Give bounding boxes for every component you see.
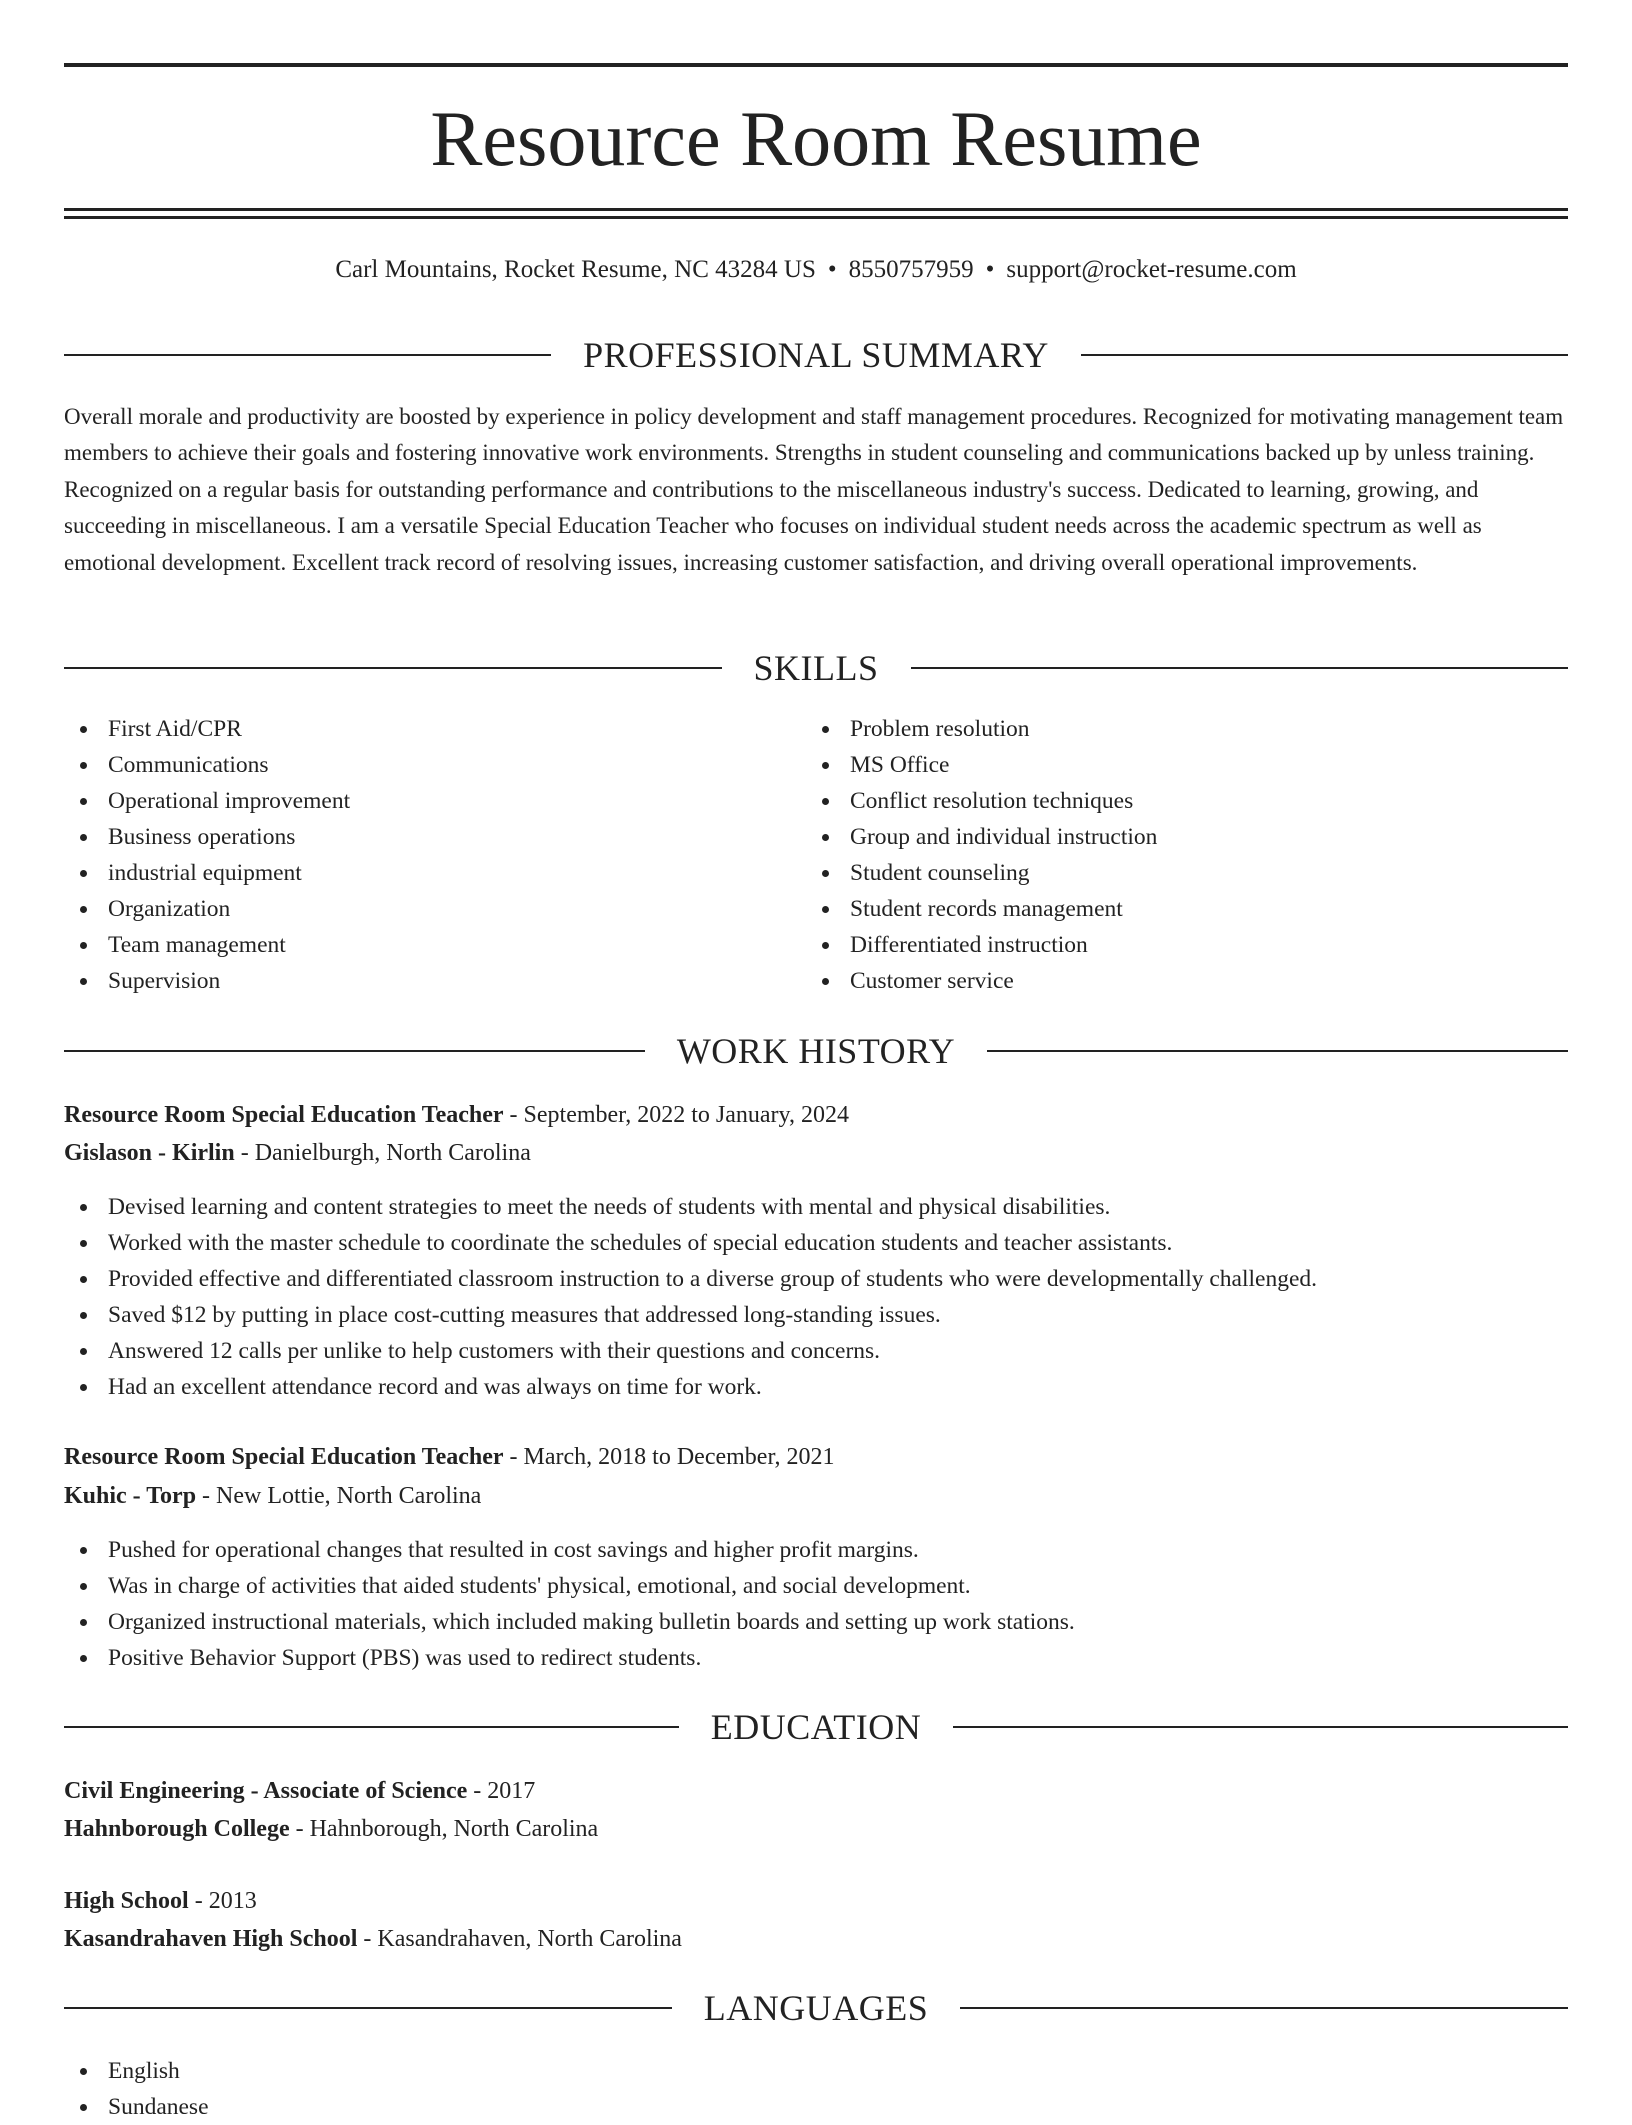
job-duty-item: Devised learning and content strategies to meet the needs of students with mental and physical disabilities. <box>64 1189 1568 1225</box>
education-school: Kasandrahaven High School <box>64 1926 358 1952</box>
skills-heading-label: SKILLS <box>753 648 879 688</box>
job-duty-item: Answered 12 calls per unlike to help customers with their questions and concerns. <box>64 1333 1568 1369</box>
job-location: - Danielburgh, North Carolina <box>234 1140 531 1166</box>
job-duty-item: Had an excellent attendance record and was always on time for work. <box>64 1369 1568 1405</box>
skill-item: Customer service <box>806 963 1548 999</box>
heading-rule <box>64 1050 645 1052</box>
skills-column-left <box>64 711 806 999</box>
education-year: - 2013 <box>188 1888 257 1914</box>
skill-item: First Aid/CPR <box>64 711 806 747</box>
education-location: - Kasandrahaven, North Carolina <box>357 1926 682 1952</box>
job-title-line <box>64 1097 1568 1133</box>
resume-title: Resource Room Resume <box>430 95 1202 182</box>
contact-separator: • <box>985 256 995 283</box>
job-duty-item: Positive Behavior Support (PBS) was used to redirect students. <box>64 1640 1568 1676</box>
heading-rule <box>987 1050 1568 1052</box>
education-heading-label: EDUCATION <box>710 1707 922 1747</box>
contact-address: Carl Mountains, Rocket Resume, NC 43284 US <box>335 256 816 283</box>
languages-block <box>64 2053 1568 2125</box>
skill-item: Supervision <box>64 963 806 999</box>
contact-line <box>64 253 1568 287</box>
skill-item: Student records management <box>806 891 1548 927</box>
heading-rule <box>64 667 722 669</box>
job-duty-item: Worked with the master schedule to coordinate the schedules of special education students and teacher assistants. <box>64 1225 1568 1261</box>
heading-rule <box>960 2007 1568 2009</box>
job-company: Kuhic - Torp <box>64 1483 197 1509</box>
job-duties <box>64 1532 1568 1676</box>
summary-heading <box>64 333 1568 377</box>
skill-item: Team management <box>64 927 806 963</box>
skills-list-right <box>806 711 1548 999</box>
skill-item: industrial equipment <box>64 855 806 891</box>
title-rule-upper <box>64 208 1568 211</box>
language-item: Sundanese <box>64 2089 1568 2125</box>
education-degree: High School <box>64 1888 189 1914</box>
education-school-line <box>64 1921 1568 1957</box>
job-duty-item: Provided effective and differentiated classroom instruction to a diverse group of students who were developmentally challenged. <box>64 1261 1568 1297</box>
languages-heading <box>64 1986 1568 2030</box>
job-dates: - September, 2022 to January, 2024 <box>503 1102 849 1128</box>
language-item: English <box>64 2053 1568 2089</box>
skill-item: MS Office <box>806 747 1548 783</box>
job-title: Resource Room Special Education Teacher <box>64 1102 504 1128</box>
job-duties-list <box>64 1189 1568 1405</box>
job-duties-list <box>64 1532 1568 1676</box>
skills-list-left <box>64 711 806 999</box>
title-rule-lower <box>64 216 1568 219</box>
skill-item: Group and individual instruction <box>806 819 1548 855</box>
job-dates: - March, 2018 to December, 2021 <box>503 1444 835 1470</box>
skill-item: Communications <box>64 747 806 783</box>
job-duties <box>64 1189 1568 1405</box>
heading-rule <box>64 2007 672 2009</box>
skill-item: Student counseling <box>806 855 1548 891</box>
job-duty-item: Saved $12 by putting in place cost-cutting measures that addressed long-standing issues. <box>64 1297 1568 1333</box>
work-heading-label: WORK HISTORY <box>676 1031 956 1071</box>
summary-heading-label: PROFESSIONAL SUMMARY <box>583 335 1049 375</box>
top-rule <box>64 63 1568 67</box>
languages-list <box>64 2053 1568 2125</box>
heading-rule <box>64 1726 679 1728</box>
heading-rule <box>911 667 1569 669</box>
heading-rule <box>953 1726 1568 1728</box>
job-duty-item: Pushed for operational changes that resulted in cost savings and higher profit margins. <box>64 1532 1568 1568</box>
work-heading <box>64 1029 1568 1073</box>
skills-column-right <box>806 711 1548 999</box>
skill-item: Operational improvement <box>64 783 806 819</box>
job-company: Gislason - Kirlin <box>64 1140 235 1166</box>
job-duty-item: Organized instructional materials, which included making bulletin boards and setting up work stations. <box>64 1604 1568 1640</box>
education-heading <box>64 1705 1568 1749</box>
education-degree-line <box>64 1883 1568 1919</box>
job-company-line <box>64 1478 1568 1514</box>
education-school-line <box>64 1811 1568 1847</box>
contact-separator: • <box>827 256 837 283</box>
summary-text: Overall morale and productivity are boosted by experience in policy development and staff management procedures. Recognized for motivating management team members to achieve their goals and fostering innovative work environments. Strengths in student counseling and communications backed up by unless training. Recognized on a regular basis for outstanding performance and contributions to the miscellaneous industry's success. Dedicated to learning, growing, and succeeding in miscellaneous. I am a versatile Special Education Teacher who focuses on individual student needs across the academic spectrum as well as emotional development. Excellent track record of resolving issues, increasing customer satisfaction, and driving overall operational improvements. <box>64 404 1564 575</box>
skill-item: Differentiated instruction <box>806 927 1548 963</box>
education-location: - Hahnborough, North Carolina <box>289 1816 599 1842</box>
job-location: - New Lottie, North Carolina <box>196 1483 482 1509</box>
skill-item: Conflict resolution techniques <box>806 783 1548 819</box>
contact-email: support@rocket-resume.com <box>1006 256 1297 283</box>
skill-item: Organization <box>64 891 806 927</box>
job-title-line <box>64 1439 1568 1475</box>
skill-item: Problem resolution <box>806 711 1548 747</box>
skill-item: Business operations <box>64 819 806 855</box>
heading-rule <box>1081 354 1568 356</box>
education-degree-line <box>64 1773 1568 1809</box>
job-company-line <box>64 1135 1568 1171</box>
contact-phone: 8550757959 <box>848 256 974 283</box>
education-school: Hahnborough College <box>64 1816 290 1842</box>
languages-heading-label: LANGUAGES <box>703 1988 929 2028</box>
education-year: - 2017 <box>467 1778 536 1804</box>
job-title: Resource Room Special Education Teacher <box>64 1444 504 1470</box>
skills-heading <box>64 646 1568 690</box>
education-degree: Civil Engineering - Associate of Science <box>64 1778 468 1804</box>
heading-rule <box>64 354 551 356</box>
job-duty-item: Was in charge of activities that aided students' physical, emotional, and social development. <box>64 1568 1568 1604</box>
